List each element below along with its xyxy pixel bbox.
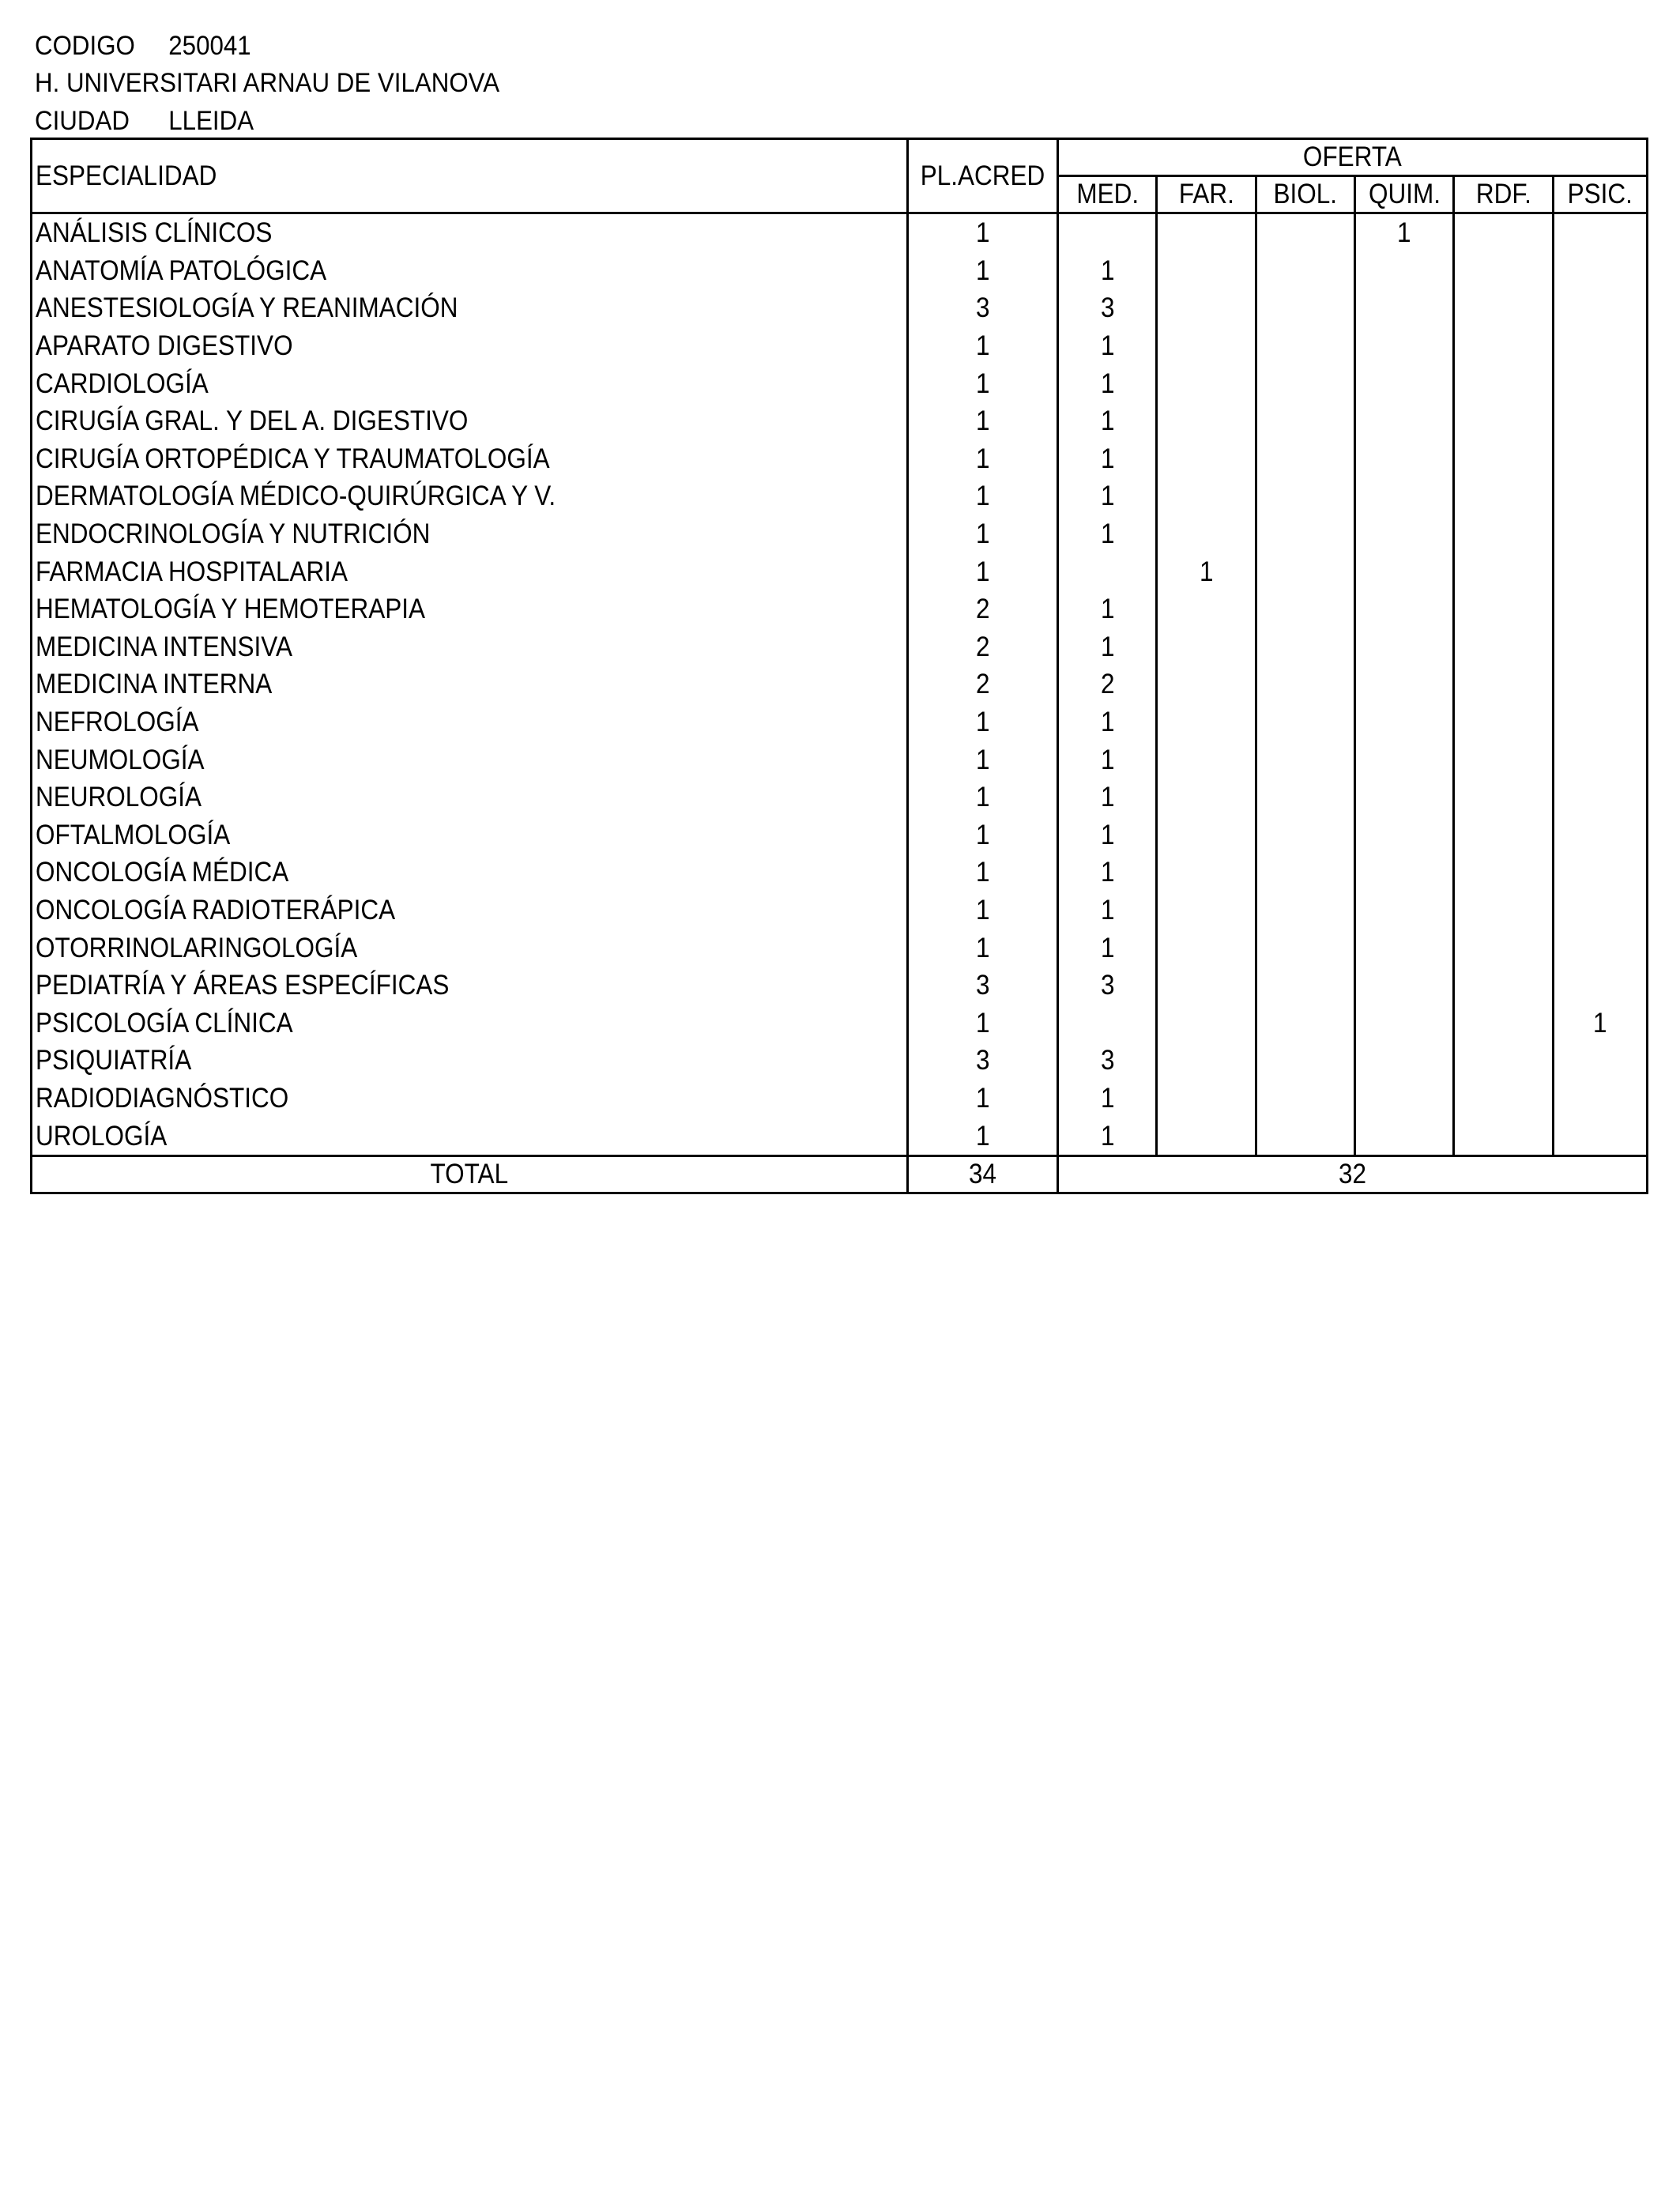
cell-pl: 1 [907,929,1057,967]
cell-quim [1355,816,1454,854]
cell-pl: 1 [907,402,1057,440]
cell-rdf [1454,1080,1553,1118]
cell-med: 1 [1058,778,1157,816]
cell-rdf [1454,1042,1553,1080]
cell-psic [1553,854,1647,892]
cell-psic [1553,327,1647,365]
cell-quim [1355,1080,1454,1118]
cell-med: 1 [1058,590,1157,628]
cell-biol [1256,327,1354,365]
cell-psic [1553,252,1647,290]
cell-far [1157,1042,1256,1080]
table-row [32,477,1648,515]
cell-far: 1 [1157,552,1256,590]
cell-far [1157,1080,1256,1118]
cell-rdf [1454,590,1553,628]
cell-psic [1553,402,1647,440]
cell-rdf [1454,628,1553,666]
cell-quim [1355,364,1454,402]
cell-biol [1256,816,1354,854]
cell-quim [1355,552,1454,590]
cell-quim [1355,967,1454,1005]
cell-esp: ANATOMÍA PATOLÓGICA [32,252,908,290]
cell-esp: NEUMOLOGÍA [32,741,908,778]
cell-far [1157,440,1256,478]
cell-far [1157,477,1256,515]
cell-biol [1256,703,1354,741]
cell-psic [1553,440,1647,478]
cell-quim [1355,703,1454,741]
cell-psic [1553,892,1647,929]
cell-quim [1355,929,1454,967]
cell-rdf [1454,854,1553,892]
cell-med: 3 [1058,967,1157,1005]
table-row [32,1080,1648,1118]
cell-biol [1256,552,1354,590]
header-placred: PL.ACRED [907,139,1057,213]
cell-esp: FARMACIA HOSPITALARIA [32,552,908,590]
cell-rdf [1454,440,1553,478]
table-row [32,703,1648,741]
cell-esp: OFTALMOLOGÍA [32,816,908,854]
cell-quim [1355,1042,1454,1080]
header-oferta: OFERTA [1058,139,1648,176]
cell-med: 1 [1058,628,1157,666]
cell-biol [1256,1042,1354,1080]
cell-rdf [1454,552,1553,590]
cell-pl: 3 [907,967,1057,1005]
cell-biol [1256,590,1354,628]
cell-psic [1553,929,1647,967]
cell-med: 1 [1058,741,1157,778]
cell-rdf [1454,665,1553,703]
cell-quim [1355,778,1454,816]
cell-med [1058,213,1157,252]
ciudad-value: LLEIDA [168,106,254,136]
cell-biol [1256,364,1354,402]
cell-pl: 3 [907,289,1057,327]
cell-biol [1256,440,1354,478]
cell-pl: 3 [907,1042,1057,1080]
cell-pl: 1 [907,1004,1057,1042]
cell-med: 1 [1058,440,1157,478]
cell-med [1058,552,1157,590]
cell-med: 1 [1058,402,1157,440]
cell-quim [1355,741,1454,778]
cell-rdf [1454,892,1553,929]
ciudad-label: CIUDAD [35,106,130,136]
cell-quim [1355,665,1454,703]
table-row [32,252,1648,290]
cell-psic [1553,703,1647,741]
header-med: MED. [1058,176,1157,213]
cell-esp: APARATO DIGESTIVO [32,327,908,365]
cell-med: 1 [1058,1080,1157,1118]
cell-psic [1553,515,1647,553]
cell-rdf [1454,477,1553,515]
cell-biol [1256,515,1354,553]
cell-biol [1256,929,1354,967]
cell-quim [1355,1004,1454,1042]
total-row [32,1155,1648,1193]
cell-quim: 1 [1355,213,1454,252]
cell-pl: 1 [907,364,1057,402]
cell-biol [1256,477,1354,515]
cell-esp: ENDOCRINOLOGÍA Y NUTRICIÓN [32,515,908,553]
cell-med: 1 [1058,252,1157,290]
cell-psic [1553,590,1647,628]
cell-pl: 1 [907,741,1057,778]
cell-psic [1553,289,1647,327]
header-psic: PSIC. [1553,176,1647,213]
cell-pl: 1 [907,1080,1057,1118]
cell-rdf [1454,1117,1553,1155]
specialties-table [30,138,1648,1194]
cell-psic [1553,665,1647,703]
cell-med: 3 [1058,1042,1157,1080]
cell-biol [1256,1080,1354,1118]
table-row [32,854,1648,892]
cell-far [1157,741,1256,778]
cell-psic: 1 [1553,1004,1647,1042]
cell-far [1157,892,1256,929]
table-row [32,402,1648,440]
cell-pl: 1 [907,327,1057,365]
cell-pl: 1 [907,816,1057,854]
cell-med: 1 [1058,816,1157,854]
table-row [32,289,1648,327]
cell-rdf [1454,703,1553,741]
cell-esp: PSICOLOGÍA CLÍNICA [32,1004,908,1042]
cell-esp: RADIODIAGNÓSTICO [32,1080,908,1118]
cell-far [1157,515,1256,553]
hospital-name: H. UNIVERSITARI ARNAU DE VILANOVA [35,68,500,98]
cell-biol [1256,213,1354,252]
header-far: FAR. [1157,176,1256,213]
cell-biol [1256,892,1354,929]
cell-far [1157,816,1256,854]
cell-biol [1256,778,1354,816]
cell-pl: 1 [907,440,1057,478]
cell-psic [1553,1042,1647,1080]
cell-rdf [1454,213,1553,252]
cell-pl: 1 [907,213,1057,252]
cell-esp: PEDIATRÍA Y ÁREAS ESPECÍFICAS [32,967,908,1005]
cell-esp: ONCOLOGÍA RADIOTERÁPICA [32,892,908,929]
total-placred: 34 [907,1155,1057,1193]
cell-pl: 2 [907,590,1057,628]
cell-rdf [1454,1004,1553,1042]
table-row [32,590,1648,628]
total-oferta: 32 [1058,1155,1648,1193]
cell-rdf [1454,515,1553,553]
cell-med: 1 [1058,515,1157,553]
cell-psic [1553,816,1647,854]
cell-quim [1355,440,1454,478]
cell-far [1157,1004,1256,1042]
cell-pl: 1 [907,703,1057,741]
cell-biol [1256,741,1354,778]
codigo-label: CODIGO [35,31,135,61]
cell-med: 2 [1058,665,1157,703]
cell-pl: 1 [907,552,1057,590]
cell-rdf [1454,929,1553,967]
cell-quim [1355,515,1454,553]
cell-med: 1 [1058,703,1157,741]
ciudad-line [35,105,254,137]
cell-quim [1355,590,1454,628]
cell-esp: DERMATOLOGÍA MÉDICO-QUIRÚRGICA Y V. [32,477,908,515]
cell-far [1157,289,1256,327]
cell-med: 1 [1058,327,1157,365]
cell-biol [1256,402,1354,440]
table-row [32,892,1648,929]
cell-pl: 1 [907,778,1057,816]
cell-quim [1355,402,1454,440]
table-row [32,1117,1648,1155]
table-row [32,327,1648,365]
cell-esp: HEMATOLOGÍA Y HEMOTERAPIA [32,590,908,628]
cell-psic [1553,364,1647,402]
cell-psic [1553,967,1647,1005]
cell-esp: CIRUGÍA GRAL. Y DEL A. DIGESTIVO [32,402,908,440]
cell-med: 1 [1058,477,1157,515]
table-row [32,929,1648,967]
cell-rdf [1454,778,1553,816]
cell-far [1157,213,1256,252]
cell-esp: CARDIOLOGÍA [32,364,908,402]
cell-esp: NEFROLOGÍA [32,703,908,741]
total-label: TOTAL [32,1155,908,1193]
cell-psic [1553,628,1647,666]
cell-far [1157,590,1256,628]
table-row [32,213,1648,252]
table-row [32,552,1648,590]
cell-rdf [1454,967,1553,1005]
cell-pl: 1 [907,892,1057,929]
cell-rdf [1454,402,1553,440]
cell-esp: MEDICINA INTERNA [32,665,908,703]
cell-quim [1355,1117,1454,1155]
cell-esp: OTORRINOLARINGOLOGÍA [32,929,908,967]
table-row [32,778,1648,816]
codigo-value: 250041 [168,31,251,61]
cell-med: 1 [1058,892,1157,929]
header-especialidad: ESPECIALIDAD [32,139,908,213]
table-row [32,967,1648,1005]
cell-rdf [1454,741,1553,778]
cell-quim [1355,289,1454,327]
cell-biol [1256,1004,1354,1042]
cell-pl: 1 [907,1117,1057,1155]
cell-far [1157,778,1256,816]
cell-quim [1355,252,1454,290]
cell-psic [1553,1080,1647,1118]
cell-esp: CIRUGÍA ORTOPÉDICA Y TRAUMATOLOGÍA [32,440,908,478]
table-row [32,816,1648,854]
cell-pl: 1 [907,854,1057,892]
cell-esp: PSIQUIATRÍA [32,1042,908,1080]
cell-esp: ANESTESIOLOGÍA Y REANIMACIÓN [32,289,908,327]
cell-far [1157,1117,1256,1155]
cell-far [1157,929,1256,967]
cell-rdf [1454,327,1553,365]
cell-rdf [1454,364,1553,402]
cell-far [1157,854,1256,892]
cell-med: 1 [1058,364,1157,402]
table-row [32,515,1648,553]
cell-quim [1355,477,1454,515]
cell-biol [1256,854,1354,892]
cell-rdf [1454,252,1553,290]
cell-rdf [1454,816,1553,854]
codigo-line [35,30,251,62]
table-row [32,741,1648,778]
cell-esp: ONCOLOGÍA MÉDICA [32,854,908,892]
cell-psic [1553,477,1647,515]
cell-far [1157,252,1256,290]
table-row [32,440,1648,478]
cell-quim [1355,327,1454,365]
cell-pl: 1 [907,477,1057,515]
table-row [32,1004,1648,1042]
cell-far [1157,628,1256,666]
cell-psic [1553,1117,1647,1155]
cell-pl: 2 [907,628,1057,666]
cell-quim [1355,854,1454,892]
table-row [32,628,1648,666]
cell-pl: 1 [907,252,1057,290]
cell-pl: 1 [907,515,1057,553]
cell-esp: UROLOGÍA [32,1117,908,1155]
cell-esp: ANÁLISIS CLÍNICOS [32,213,908,252]
cell-far [1157,364,1256,402]
cell-biol [1256,628,1354,666]
cell-psic [1553,552,1647,590]
cell-biol [1256,252,1354,290]
cell-esp: MEDICINA INTENSIVA [32,628,908,666]
cell-biol [1256,289,1354,327]
cell-quim [1355,892,1454,929]
cell-far [1157,402,1256,440]
cell-med: 1 [1058,929,1157,967]
cell-psic [1553,213,1647,252]
cell-med: 1 [1058,1117,1157,1155]
cell-med: 1 [1058,854,1157,892]
header-biol: BIOL. [1256,176,1354,213]
cell-far [1157,665,1256,703]
cell-biol [1256,1117,1354,1155]
cell-biol [1256,967,1354,1005]
cell-esp: NEUROLOGÍA [32,778,908,816]
cell-pl: 2 [907,665,1057,703]
cell-far [1157,327,1256,365]
cell-med: 3 [1058,289,1157,327]
header-quim: QUIM. [1355,176,1454,213]
cell-far [1157,703,1256,741]
cell-rdf [1454,289,1553,327]
table-row [32,665,1648,703]
cell-psic [1553,778,1647,816]
cell-biol [1256,665,1354,703]
table-body [32,213,1648,1156]
table-row [32,1042,1648,1080]
cell-quim [1355,628,1454,666]
table-row [32,364,1648,402]
cell-med [1058,1004,1157,1042]
header-rdf: RDF. [1454,176,1553,213]
cell-psic [1553,741,1647,778]
cell-far [1157,967,1256,1005]
